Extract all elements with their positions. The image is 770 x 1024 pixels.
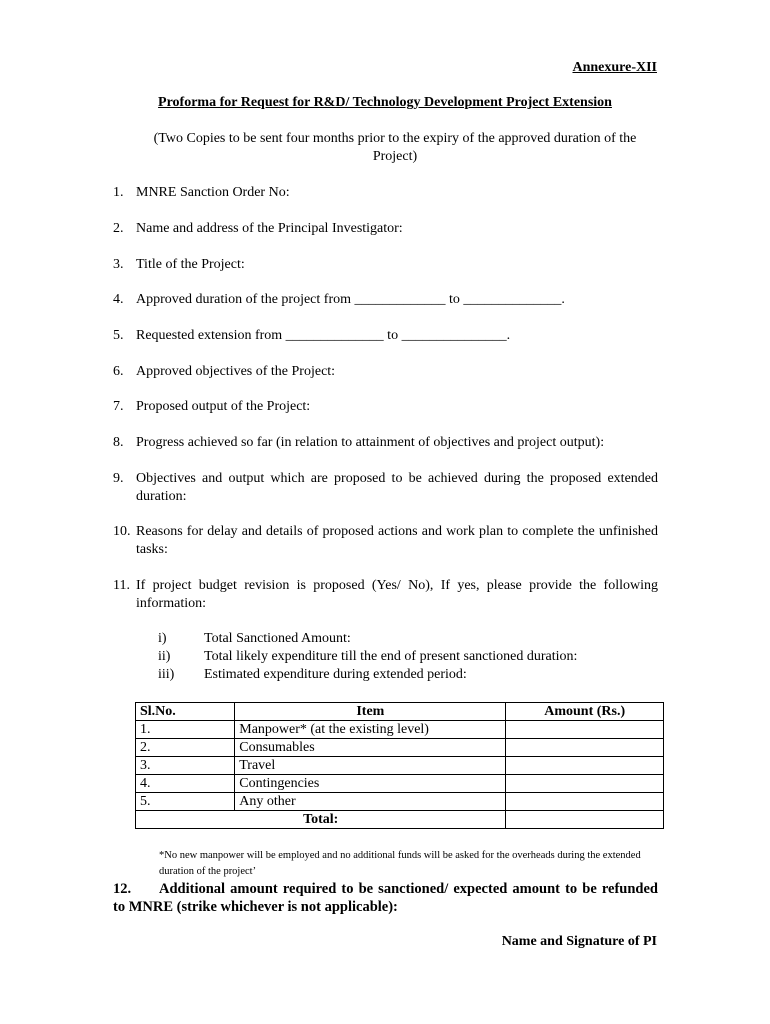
item-text: Progress achieved so far (in relation to attainment of objectives and project output): xyxy=(136,435,605,450)
item-text: Additional amount required to be sanctioned/ expected amount to be refunded to MNRE (strike whichever is not applicable): xyxy=(113,881,658,915)
row-amount[interactable] xyxy=(506,793,664,811)
subitem-text: Estimated expenditure during extended period: xyxy=(204,667,467,682)
item-number: 9. xyxy=(113,471,124,486)
item-text: Reasons for delay and details of proposed actions and work plan to complete the unfinished tasks: xyxy=(136,524,658,557)
item-text: Approved objectives of the Project: xyxy=(136,364,336,379)
row-item: Consumables xyxy=(235,739,506,757)
item-number: 6. xyxy=(113,364,124,379)
subitem-text: Total likely expenditure till the end of present sanctioned duration: xyxy=(204,649,578,664)
row-amount[interactable] xyxy=(506,739,664,757)
item-text: Objectives and output which are proposed to be achieved during the proposed extended duration: xyxy=(136,471,658,504)
annexure-label: Annexure-XII xyxy=(572,60,657,75)
form-item-6 xyxy=(113,363,658,381)
item-text: Name and address of the Principal Investigator: xyxy=(136,221,403,236)
table-row xyxy=(136,757,664,775)
row-item: Travel xyxy=(235,757,506,775)
header-sl-no: Sl.No. xyxy=(136,703,235,721)
item-text: Proposed output of the Project: xyxy=(136,399,311,414)
form-item-9 xyxy=(113,470,658,506)
item-text: Title of the Project: xyxy=(136,257,245,272)
header-amount: Amount (Rs.) xyxy=(506,703,664,721)
item-text: Requested extension from ______________ to _______________. xyxy=(136,328,511,343)
subitem-number: i) xyxy=(158,631,167,646)
form-item-5 xyxy=(113,327,658,345)
document-title: Proforma for Request for R&D/ Technology Development Project Extension xyxy=(158,95,612,110)
subitem-text: Total Sanctioned Amount: xyxy=(204,631,351,646)
budget-table xyxy=(135,702,664,829)
form-item-12 xyxy=(113,880,658,916)
form-item-7 xyxy=(113,398,658,416)
subitem-number: ii) xyxy=(158,649,171,664)
row-sl-no: 5. xyxy=(136,793,235,811)
item-text: Approved duration of the project from _____________ to ______________. xyxy=(136,292,565,307)
total-amount[interactable] xyxy=(506,811,664,829)
table-total-row xyxy=(136,811,664,829)
total-label: Total: xyxy=(136,811,506,829)
row-sl-no: 1. xyxy=(136,721,235,739)
form-item-8 xyxy=(113,434,658,452)
item-number: 5. xyxy=(113,328,124,343)
row-item: Manpower* (at the existing level) xyxy=(235,721,506,739)
row-amount[interactable] xyxy=(506,775,664,793)
row-item: Contingencies xyxy=(235,775,506,793)
item-text: MNRE Sanction Order No: xyxy=(136,185,290,200)
table-row xyxy=(136,793,664,811)
row-sl-no: 3. xyxy=(136,757,235,775)
item-number: 10. xyxy=(113,524,131,539)
table-header-row xyxy=(136,703,664,721)
manpower-footnote: *No new manpower will be employed and no additional funds will be asked for the overheads during the extended duration of the project’ xyxy=(159,850,641,877)
item-number: 8. xyxy=(113,435,124,450)
table-row xyxy=(136,721,664,739)
item-number: 3. xyxy=(113,257,124,272)
item-number: 1. xyxy=(113,185,124,200)
form-item-1 xyxy=(113,184,658,202)
table-row xyxy=(136,739,664,757)
row-item: Any other xyxy=(235,793,506,811)
item-text: If project budget revision is proposed (Yes/ No), If yes, please provide the following information: xyxy=(136,578,658,611)
row-amount[interactable] xyxy=(506,721,664,739)
item-number: 4. xyxy=(113,292,124,307)
signature-label: Name and Signature of PI xyxy=(501,934,657,949)
item-number: 2. xyxy=(113,221,124,236)
item-number: 7. xyxy=(113,399,124,414)
form-item-3 xyxy=(113,256,658,274)
form-item-10 xyxy=(113,523,658,559)
form-item-2 xyxy=(113,220,658,238)
item-number: 11. xyxy=(113,578,130,593)
form-item-11 xyxy=(113,577,658,613)
subitem-number: iii) xyxy=(158,667,175,682)
header-item: Item xyxy=(235,703,506,721)
form-item-4 xyxy=(113,291,658,309)
table-row xyxy=(136,775,664,793)
row-amount[interactable] xyxy=(506,757,664,775)
row-sl-no: 2. xyxy=(136,739,235,757)
item-number: 12. xyxy=(113,881,132,897)
instruction-text: (Two Copies to be sent four months prior to the expiry of the approved duration of the Project) xyxy=(153,131,637,164)
row-sl-no: 4. xyxy=(136,775,235,793)
